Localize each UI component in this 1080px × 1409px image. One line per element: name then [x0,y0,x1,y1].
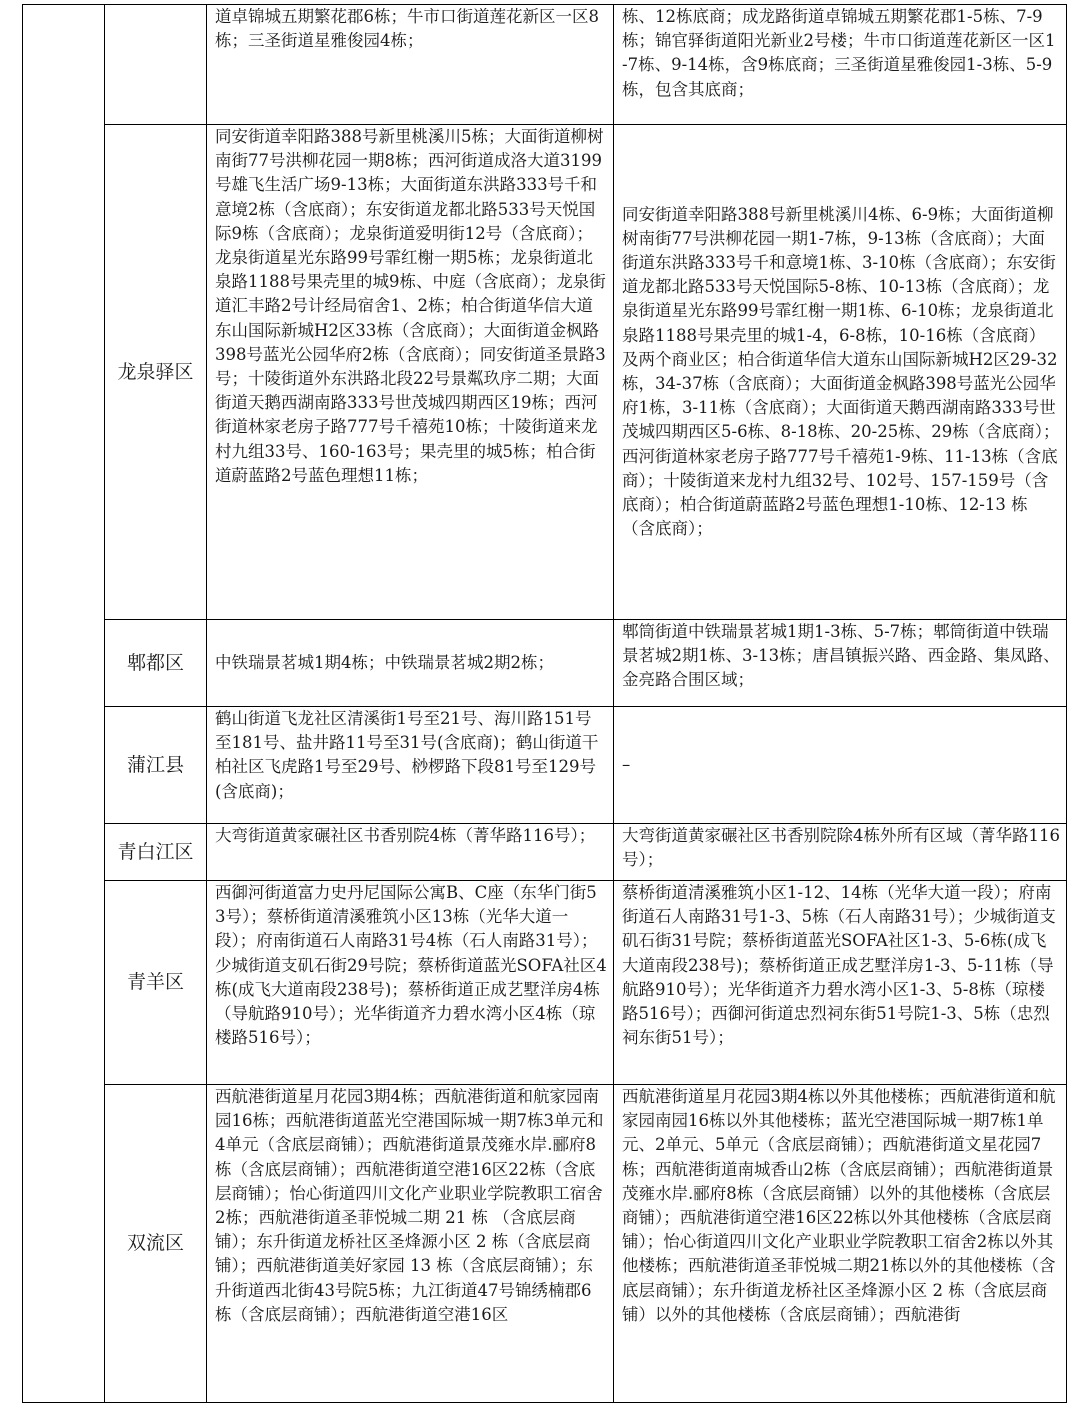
high-risk-scope-cell: 同安街道幸阳路388号新里桃溪川5栋；大面街道柳树南街77号洪柳花园一期8栋；西河街道成洛大道3199号雄飞生活广场9-13栋；大面街道东洪路333号千和意境2栋（含底商）；东安街道龙都北路533号天悦国际9栋（含底商）；龙泉街道爱明街12号（含底商）；龙泉街道星光东路99号霏红榭一期5栋；龙泉街道北泉路1188号果壳里的城9栋、中庭（含底商）；龙泉街道汇丰路2号计经局宿舍1、2栋；柏合街道华信大道东山国际新城H2区33栋（含底商）；大面街道金枫路398号蓝光公园华府2栋（含底商）；同安街道圣景路3号；十陵街道外东洪路北段22号景粼玖序二期；大面街道天鹅西湖南路333号世茂城四期西区19栋；西河街道林家老房子路777号千禧苑10栋；十陵街道来龙村九组33号、160-163号；果壳里的城5栋；柏合街道蔚蓝路2号蓝色理想11栋； [207,125,614,620]
district-cell: 青白江区 [105,824,207,881]
high-risk-scope-cell: 鹤山街道飞龙社区清溪街1号至21号、海川路151号至181号、盐井路11号至31号(含底商)；鹤山街道干柏社区飞虎路1号至29号、桫椤路下段81号至129号(含底商)； [207,707,614,824]
table-row [23,1085,1067,1403]
mid-risk-scope-cell: 栋、12栋底商；成龙路街道卓锦城五期繁花郡1-5栋、7-9栋；锦官驿街道阳光新业2号楼；牛市口街道莲花新区一区1-7栋、9-14栋，含9栋底商；三圣街道星雅俊园1-3栋、5-9栋，包含其底商； [614,5,1067,125]
mid-risk-scope-cell: 西航港街道星月花园3期4栋以外其他楼栋；西航港街道和航家园南园16栋以外其他楼栋；蓝光空港国际城一期7栋1单元、2单元、5单元（含底层商铺）；西航港街道文星花园7栋；西航港街道南城香山2栋（含底层商铺）；西航港街道景茂雍水岸.郦府8栋（含底层商铺）以外的其他楼栋（含底层商铺）；西航港街道空港16区22栋以外其他楼栋（含底层商铺）；怡心街道四川文化产业职业学院教职工宿舍2栋以外其他楼栋；西航港街道圣菲悦城二期21栋以外的其他楼栋（含底层商铺）；东升街道龙桥社区圣烽源小区 2 栋（含底层商铺）以外的其他楼栋（含底层商铺）；西航港街 [614,1085,1067,1403]
table-row [23,707,1067,824]
high-risk-scope-cell: 大弯街道黄家碾社区书香别院4栋（菁华路116号）； [207,824,614,881]
table-row [23,824,1067,881]
district-cell: 双流区 [105,1085,207,1403]
risk-area-table [22,4,1067,1403]
mid-risk-scope-cell: – [614,707,1067,824]
high-risk-scope-cell: 中铁瑞景茗城1期4栋；中铁瑞景茗城2期2栋； [207,620,614,707]
table-row [23,881,1067,1085]
district-cell: 蒲江县 [105,707,207,824]
table-row [23,620,1067,707]
high-risk-scope-cell: 道卓锦城五期繁花郡6栋；牛市口街道莲花新区一区8栋；三圣街道星雅俊园4栋； [207,5,614,125]
district-cell: 郫都区 [105,620,207,707]
district-cell: 龙泉驿区 [105,125,207,620]
mid-risk-scope-cell: 蔡桥街道清溪雅筑小区1-12、14栋（光华大道一段）；府南街道石人南路31号1-3、5栋（石人南路31号）；少城街道支矶石街31号院；蔡桥街道蓝光SOFA社区1-3、5-6栋(成飞大道南段238号)；蔡桥街道正成艺墅洋房1-3、5-11栋（导航路910号）；光华街道齐力碧水湾小区1-3、5-8栋（琼楼路516号）；西御河街道忠烈祠东街51号院1-3、5栋（忠烈祠东街51号）； [614,881,1067,1085]
index-cell [23,5,105,1403]
district-cell: 青羊区 [105,881,207,1085]
table-row [23,125,1067,620]
district-cell [105,5,207,125]
high-risk-scope-cell: 西航港街道星月花园3期4栋；西航港街道和航家园南园16栋；西航港街道蓝光空港国际城一期7栋3单元和4单元（含底层商铺）；西航港街道景茂雍水岸.郦府8栋（含底层商铺）；西航港街道空港16区22栋（含底层商铺）；怡心街道四川文化产业职业学院教职工宿舍 2栋；西航港街道圣菲悦城二期 21 栋 （含底层商铺）；东升街道龙桥社区圣烽源小区 2 栋（含底层商铺）；西航港街道美好家园 13 栋（含底层商铺）；东升街道西北街43号院5栋；九江街道47号锦绣楠郡6栋（含底层商铺）；西航港街道空港16区 [207,1085,614,1403]
mid-risk-scope-cell: 同安街道幸阳路388号新里桃溪川4栋、6-9栋；大面街道柳树南街77号洪柳花园一期1-7栋，9-13栋（含底商）；大面街道东洪路333号千和意境1栋、3-10栋（含底商）；东安街道龙都北路533号天悦国际5-8栋、10-13栋（含底商）；龙泉街道星光东路99号霏红榭一期1栋、6-10栋；龙泉街道北泉路1188号果壳里的城1-4，6-8栋，10-16栋（含底商）及两个商业区；柏合街道华信大道东山国际新城H2区29-32栋，34-37栋（含底商）；大面街道金枫路398号蓝光公园华府1栋，3-11栋（含底商）；大面街道天鹅西湖南路333号世茂城四期西区5-6栋、8-18栋、20-25栋、29栋（含底商）；西河街道林家老房子路777号千禧苑1-9栋、11-13栋（含底商）；十陵街道来龙村九组32号、102号、157-159号（含底商）；柏合街道蔚蓝路2号蓝色理想1-10栋、12-13 栋（含底商）； [614,125,1067,620]
mid-risk-scope-cell: 大弯街道黄家碾社区书香别院除4栋外所有区域（菁华路116号）； [614,824,1067,881]
high-risk-scope-cell: 西御河街道富力史丹尼国际公寓B、C座（东华门街53号）；蔡桥街道清溪雅筑小区13栋（光华大道一段）；府南街道石人南路31号4栋（石人南路31号）；少城街道支矶石街29号院；蔡桥街道蓝光SOFA社区4栋(成飞大道南段238号)；蔡桥街道正成艺墅洋房4栋（导航路910号）；光华街道齐力碧水湾小区4栋（琼楼路516号）； [207,881,614,1085]
mid-risk-scope-cell: 郫筒街道中铁瑞景茗城1期1-3栋、5-7栋；郫筒街道中铁瑞景茗城2期1栋、3-13栋；唐昌镇振兴路、西金路、集凤路、金亮路合围区域； [614,620,1067,707]
table-row [23,5,1067,125]
